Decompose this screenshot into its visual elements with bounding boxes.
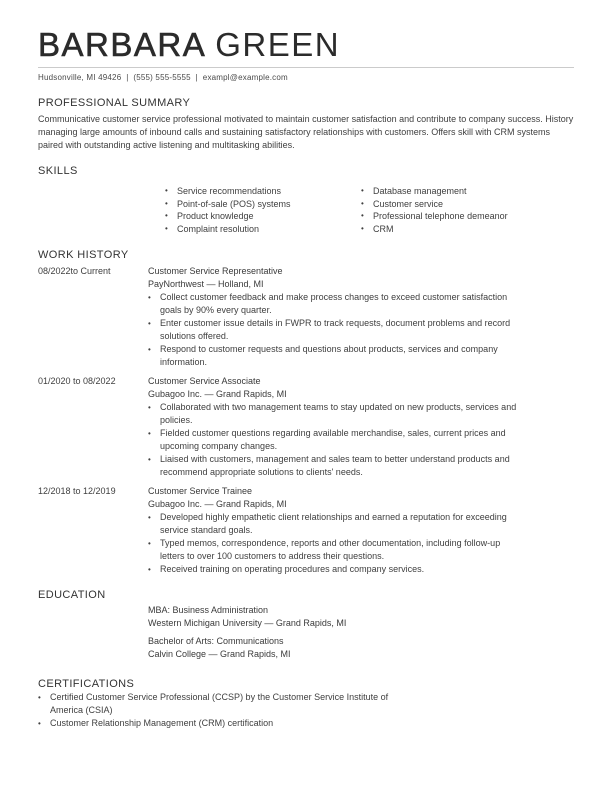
bullet-icon: • xyxy=(361,211,364,220)
job-bullet-list xyxy=(148,401,546,479)
section-skills xyxy=(38,165,574,235)
bullet-icon: • xyxy=(148,319,151,328)
skill-item xyxy=(165,185,361,198)
job-bullet xyxy=(148,317,546,343)
bullet-icon: • xyxy=(148,539,151,548)
job-bullet-text: Liaised with customers, management and sales team to better understand products and recommend appropriate solutions to clients' needs. xyxy=(160,454,510,477)
section-professional-summary xyxy=(38,97,574,152)
bullet-icon: • xyxy=(361,198,364,208)
section-certifications xyxy=(38,678,574,730)
skill-item xyxy=(361,210,557,223)
bullet-icon: • xyxy=(165,198,168,208)
job-company: Gubagoo Inc. — Grand Rapids, MI xyxy=(148,499,287,509)
degree: MBA: Business Administration xyxy=(148,605,269,615)
skill-item xyxy=(165,198,361,211)
first-name: BARBARA xyxy=(38,26,207,63)
section-heading-professional-summary: PROFESSIONAL SUMMARY xyxy=(38,97,191,109)
job-title: Customer Service Trainee xyxy=(148,486,253,496)
job-bullet-text: Collect customer feedback and make process changes to exceed customer satisfaction goals by 90% every quarter. xyxy=(160,292,508,315)
job-bullet-list xyxy=(148,291,546,369)
bullet-icon: • xyxy=(38,693,41,702)
job-bullet-text: Developed highly empathetic client relationships and earned a reputation for exceeding service standard goals. xyxy=(160,512,507,535)
job-dates: 08/2022to Current xyxy=(38,266,111,276)
section-education xyxy=(38,589,574,661)
school: Calvin College — Grand Rapids, MI xyxy=(148,649,291,659)
skill-label: Complaint resolution xyxy=(177,223,260,234)
skills-columns xyxy=(165,185,574,235)
summary-text: Communicative customer service professional motivated to maintain customer satisfaction and contribute to company success. History managing large amounts of inbound calls and sustaining satisfactory relationships with customers. Offers skill with CRM systems paired with outstanding active listening and multitasking abilities. xyxy=(38,114,574,150)
section-heading-education: EDUCATION xyxy=(38,589,106,601)
bullet-icon: • xyxy=(165,223,168,233)
bullet-icon: • xyxy=(165,211,168,220)
job-bullet-text: Fielded customer questions regarding available merchandise, sales, current prices and upcoming company changes. xyxy=(160,428,506,451)
certification-text: Customer Relationship Management (CRM) certification xyxy=(50,718,274,728)
job-dates: 12/2018 to 12/2019 xyxy=(38,486,116,496)
job-bullet xyxy=(148,427,546,453)
skill-label: Product knowledge xyxy=(177,211,254,221)
job-title: Customer Service Representative xyxy=(148,266,283,276)
bullet-icon: • xyxy=(165,186,168,195)
school: Western Michigan University — Grand Rapids, MI xyxy=(148,618,347,628)
skill-item xyxy=(361,198,557,211)
job-bullet-text: Typed memos, correspondence, reports and other documentation, including follow-up letters to over 100 customers to address their questions. xyxy=(160,538,501,561)
degree: Bachelor of Arts: Communications xyxy=(148,636,284,646)
contact-info: Hudsonville, MI 49426 | (555) 555-5555 | exampl@example.com xyxy=(38,73,288,82)
bullet-icon: • xyxy=(148,565,151,574)
skill-label: Service recommendations xyxy=(177,186,282,196)
page-title xyxy=(38,27,574,63)
certification-list xyxy=(38,691,574,730)
skill-label: Point-of-sale (POS) systems xyxy=(177,198,291,209)
skills-column-2 xyxy=(361,185,557,235)
job-bullet-text: Respond to customer requests and questions about products, services and company information. xyxy=(160,344,498,367)
section-heading-certifications: CERTIFICATIONS xyxy=(38,678,135,690)
bullet-icon: • xyxy=(148,403,151,412)
skill-label: Customer service xyxy=(373,198,444,209)
last-name: GREEN xyxy=(215,26,341,63)
job-bullet xyxy=(148,401,546,427)
bullet-icon: • xyxy=(148,513,151,522)
skill-item xyxy=(361,223,557,236)
job-company: PayNorthwest — Holland, MI xyxy=(148,279,264,289)
job-bullet xyxy=(148,511,546,537)
job-dates: 01/2020 to 08/2022 xyxy=(38,376,116,386)
job-entry xyxy=(38,375,574,479)
education-entry xyxy=(148,604,574,630)
bullet-icon: • xyxy=(148,429,151,438)
section-heading-skills: SKILLS xyxy=(38,165,78,177)
skill-label: CRM xyxy=(373,223,394,234)
job-bullet-list xyxy=(148,511,546,576)
resume-header xyxy=(38,27,574,83)
bullet-icon: • xyxy=(148,455,151,464)
job-bullet xyxy=(148,343,546,369)
job-bullet xyxy=(148,563,546,576)
section-heading-work-history: WORK HISTORY xyxy=(38,249,129,261)
skill-item xyxy=(165,223,361,236)
skill-item xyxy=(165,210,361,223)
skill-label: Database management xyxy=(373,186,467,196)
bullet-icon: • xyxy=(148,345,151,354)
education-entries xyxy=(148,604,574,661)
section-work-history xyxy=(38,249,574,576)
bullet-icon: • xyxy=(38,719,41,728)
job-bullet-text: Received training on operating procedures and company services. xyxy=(160,564,425,574)
skills-column-1 xyxy=(165,185,361,235)
certification-item xyxy=(38,691,574,717)
job-bullet-text: Collaborated with two management teams to stay updated on new products, services and policies. xyxy=(160,402,517,425)
bullet-icon: • xyxy=(361,186,364,195)
job-bullet-text: Enter customer issue details in FWPR to track requests, document problems and record solutions offered. xyxy=(160,318,511,341)
certification-item xyxy=(38,717,574,730)
job-title: Customer Service Associate xyxy=(148,376,261,386)
bullet-icon: • xyxy=(148,293,151,302)
job-details xyxy=(148,265,546,369)
job-bullet xyxy=(148,537,546,563)
education-entry xyxy=(148,635,574,661)
job-details xyxy=(148,485,546,576)
job-bullet xyxy=(148,453,546,479)
job-entry xyxy=(38,265,574,369)
certification-text: Certified Customer Service Professional (CCSP) by the Customer Service Institute of America (CSIA) xyxy=(50,692,389,715)
skill-item xyxy=(361,185,557,198)
job-bullet xyxy=(148,291,546,317)
job-company: Gubagoo Inc. — Grand Rapids, MI xyxy=(148,389,287,399)
job-entry xyxy=(38,485,574,576)
job-details xyxy=(148,375,546,479)
header-divider xyxy=(38,67,574,68)
bullet-icon: • xyxy=(361,223,364,233)
skill-label: Professional telephone demeanor xyxy=(373,211,508,221)
